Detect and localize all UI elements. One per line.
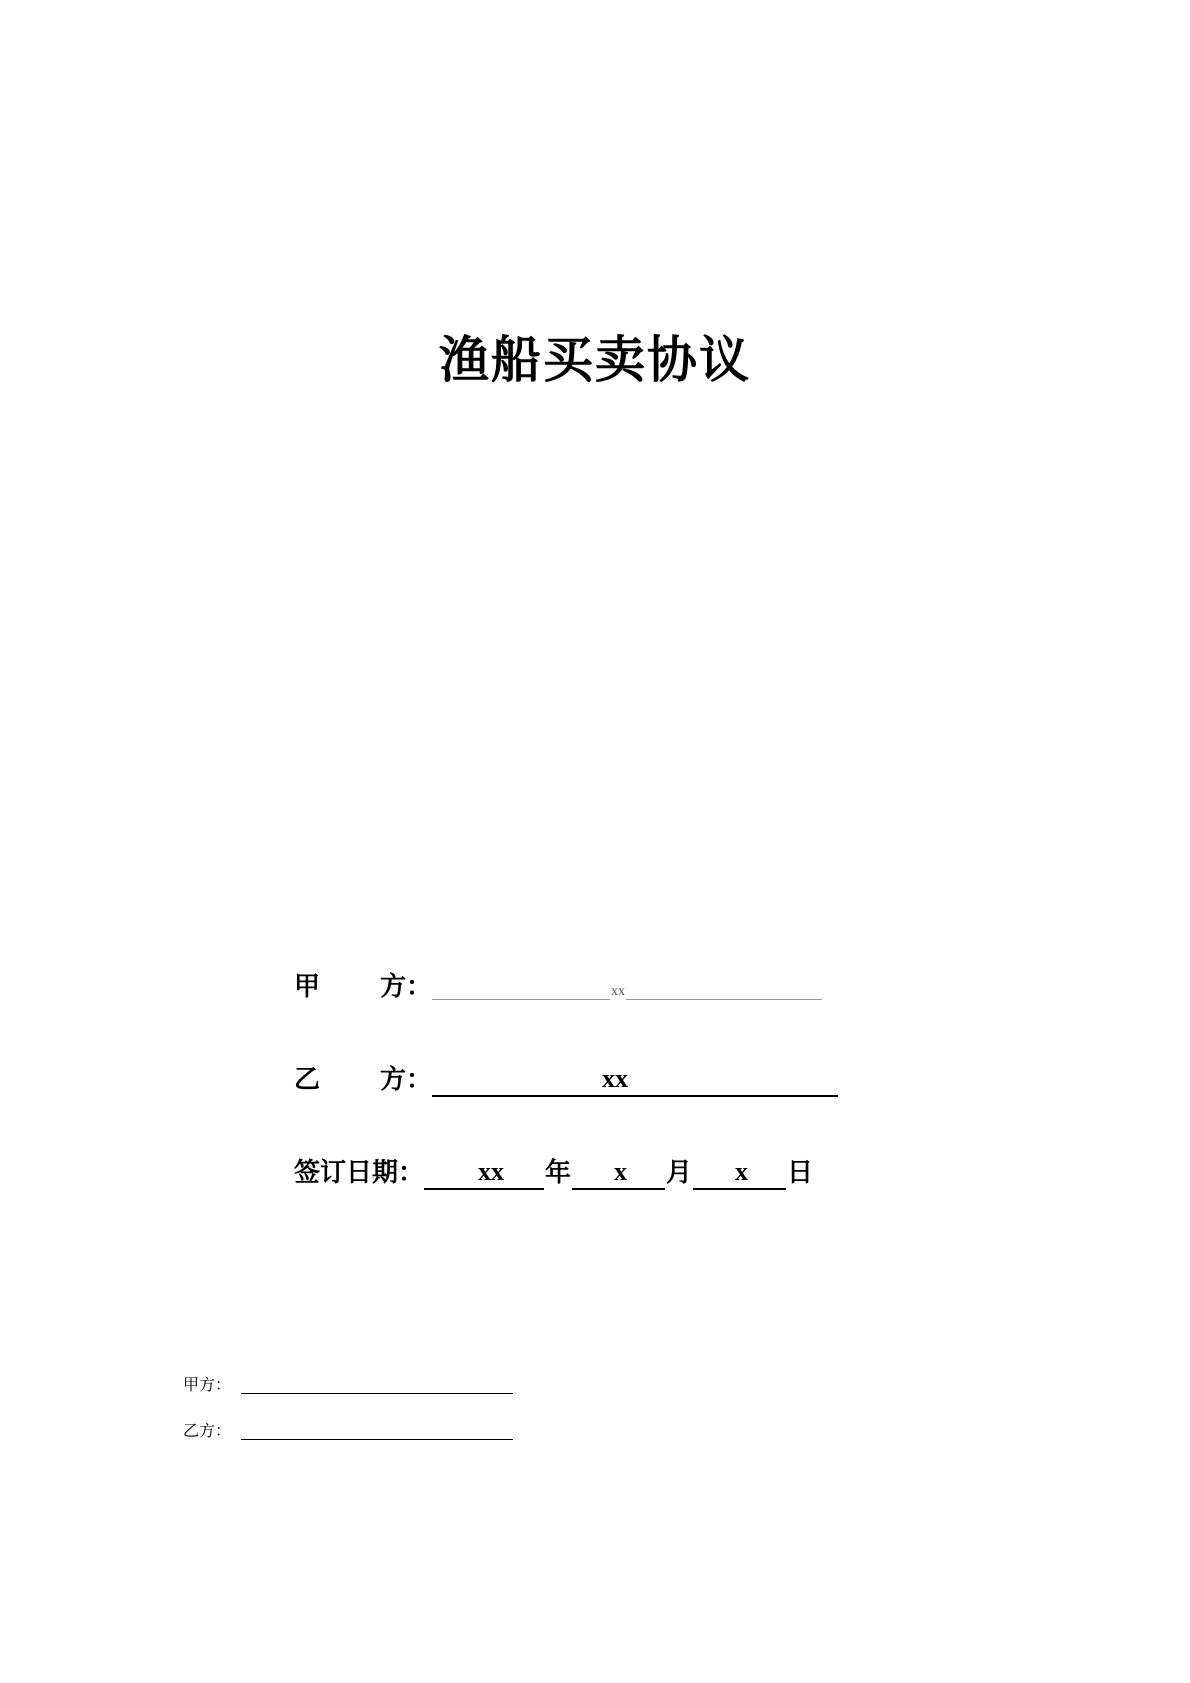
sign-date-label: 签订日期： [294,1158,425,1188]
day-value[interactable]: x [733,1156,750,1190]
party-a-line-right[interactable] [626,977,822,1000]
party-a-label-char-2: 方 [379,972,406,1002]
year-line-left[interactable] [424,1158,476,1190]
sign-date-row [294,1156,814,1190]
day-line-right[interactable] [750,1158,786,1190]
month-unit: 月 [666,1158,693,1188]
party-b-label-char-2: 方 [379,1065,406,1095]
signature-party-a-line[interactable] [241,1375,513,1394]
party-b-value[interactable]: xx [600,1063,630,1097]
party-b-line-right[interactable] [630,1065,838,1097]
document-title: 渔船买卖协议 [439,331,751,389]
party-a-line-left[interactable] [432,977,610,1000]
party-a-label [294,970,406,1004]
month-value[interactable]: x [612,1156,629,1190]
signature-party-a-label: 甲方： [183,1375,232,1394]
party-b-row [294,1063,838,1097]
day-line-left[interactable] [693,1158,733,1190]
signature-party-b-row [183,1420,513,1442]
party-a-row [294,970,822,1004]
party-b-label-char-1: 乙 [294,1065,321,1095]
day-unit: 日 [787,1158,814,1188]
party-a-value[interactable]: xx [611,984,626,999]
party-b-colon: ： [406,1065,433,1095]
signature-party-b-label: 乙方： [183,1421,232,1440]
year-value[interactable]: xx [476,1156,506,1190]
party-a-label-char-1: 甲 [294,972,321,1002]
year-line-right[interactable] [506,1158,544,1190]
signature-party-a-row [183,1374,513,1396]
party-a-colon: ： [406,972,433,1002]
month-line-right[interactable] [629,1158,665,1190]
signature-party-b-line[interactable] [241,1421,513,1440]
month-line-left[interactable] [572,1158,612,1190]
year-unit: 年 [545,1158,572,1188]
party-b-label [294,1063,406,1097]
party-b-line-left[interactable] [432,1065,600,1097]
